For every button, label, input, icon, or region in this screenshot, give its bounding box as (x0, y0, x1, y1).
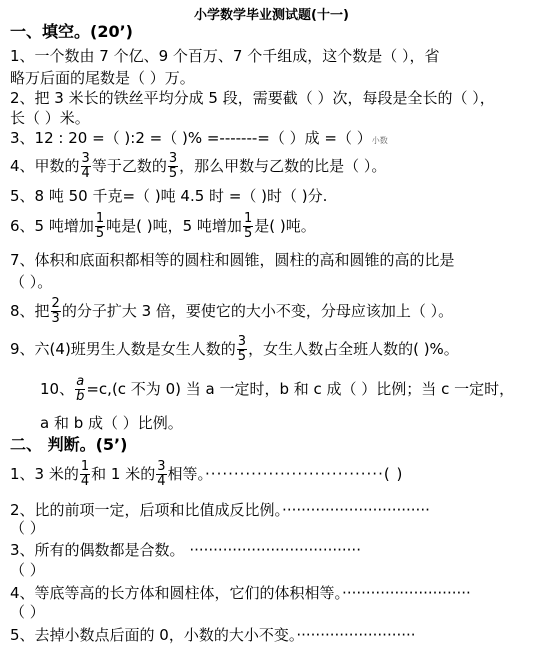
q6-f2-num: 1 (243, 211, 253, 226)
question-10-line-2: a 和 b 成（ ）比例。 (40, 414, 183, 432)
q6-fraction-1 (95, 212, 105, 241)
q6-fraction-2 (243, 212, 253, 241)
j1-text-post: 相等。 (167, 465, 206, 483)
judge-3-answer: （ ） (10, 561, 45, 579)
j1-f1-num: 1 (80, 459, 90, 474)
question-1-line-2: 略万后面的尾数是（ ）万。 (10, 69, 195, 87)
q8-text-pre: 8、把 (10, 302, 50, 320)
section-2-heading: 二、 判断。(5’) (10, 435, 128, 454)
q10-f-num: a (76, 374, 85, 389)
q10-fraction (75, 375, 85, 404)
q4-f1-num: 3 (81, 151, 90, 166)
page-title: 小学数学毕业测试题(十一) (194, 8, 349, 23)
q6-f2-den: 5 (243, 226, 253, 241)
q8-text-post: 的分子扩大 3 倍，要使它的大小不变，分母应该加上（ ）。 (61, 302, 454, 320)
q9-f-num: 3 (237, 334, 247, 349)
q8-f-den: 3 (51, 311, 60, 326)
q4-text-pre: 4、甲数的 (10, 157, 80, 175)
q6-text-post: 是( )吨。 (254, 217, 316, 235)
j1-f2-num: 3 (157, 459, 166, 474)
q9-fraction (237, 335, 247, 364)
question-5: 5、8 吨 50 千克=（ )吨 4.5 时 =（ )时（ )分. (10, 187, 328, 205)
judge-1 (10, 458, 403, 490)
j1-dots-answer: ·······························( ) (205, 465, 404, 483)
section-1-heading: 一、填空。(20’) (10, 22, 133, 41)
q9-text-post: ，女生人数占全班人数的( )%。 (248, 340, 459, 358)
judge-5-line-1: 5、去掉小数点后面的 0，小数的大小不变。························· (10, 626, 416, 644)
j1-f1-den: 4 (80, 474, 90, 489)
j1-text-pre: 1、3 米的 (10, 465, 79, 483)
judge-2-line-1: 2、比的前项一定，后项和比值成反比例。······························· (10, 501, 430, 519)
q4-f1-den: 4 (81, 166, 90, 181)
question-7-line-1: 7、体积和底面积都相等的圆柱和圆锥，圆柱的高和圆锥的高的比是 (10, 251, 455, 269)
question-4 (10, 150, 386, 182)
q4-f2-den: 5 (168, 166, 178, 181)
q6-f1-den: 5 (95, 226, 105, 241)
question-6 (10, 210, 316, 242)
q10-text-post: =c,(c 不为 0) 当 a 一定时，b 和 c 成（ ）比例；当 c 一定时， (86, 380, 515, 398)
judge-2-answer: （ ） (10, 519, 45, 537)
question-3 (10, 128, 388, 151)
q4-f2-num: 3 (168, 151, 178, 166)
q9-f-den: 5 (237, 349, 247, 364)
q9-text-pre: 9、六(4)班男生人数是女生人数的 (10, 340, 236, 358)
q4-text-mid: 等于乙数的 (91, 157, 167, 175)
question-10-line-1 (40, 373, 514, 405)
q6-text-pre: 6、5 吨增加 (10, 217, 94, 235)
j1-fraction-1 (80, 460, 90, 489)
judge-4-line-1: 4、等底等高的长方体和圆柱体，它们的体积相等。··························· (10, 584, 471, 602)
judge-3-line-1: 3、所有的偶数都是合数。 ···································· (10, 541, 361, 559)
q10-f-den: b (76, 389, 85, 404)
q6-f1-num: 1 (95, 211, 105, 226)
q4-text-post: ，那么甲数与乙数的比是（ ）。 (179, 157, 387, 175)
question-3-text: 3、12 : 20 =（ ):2 =（ )% =-------=（ ）成 =（ ） (10, 129, 372, 147)
j1-f2-den: 4 (157, 474, 166, 489)
question-8 (10, 295, 453, 327)
question-2-line-2: 长（ ）米。 (10, 109, 90, 127)
question-1-line-1: 1、一个数由 7 个亿、9 个百万、7 个千组成，这个数是（ ），省 (10, 47, 440, 65)
q8-f-num: 2 (51, 296, 60, 311)
j1-text-mid: 和 1 米的 (91, 465, 156, 483)
question-3-small-label: 小数 (371, 136, 388, 145)
question-2-line-1: 2、把 3 米长的铁丝平均分成 5 段，需要截（ ）次，每段是全长的（ ）， (10, 89, 495, 107)
q8-fraction (51, 297, 61, 326)
q4-fraction-1 (81, 152, 91, 181)
question-7-line-2: （ ）。 (10, 273, 53, 291)
q10-text-pre: 10、 (40, 380, 75, 398)
q6-text-mid: 吨是( )吨，5 吨增加 (106, 217, 242, 235)
j1-fraction-2 (156, 460, 166, 489)
judge-4-answer: （ ） (10, 603, 45, 621)
q4-fraction-2 (168, 152, 178, 181)
question-9 (10, 333, 459, 365)
